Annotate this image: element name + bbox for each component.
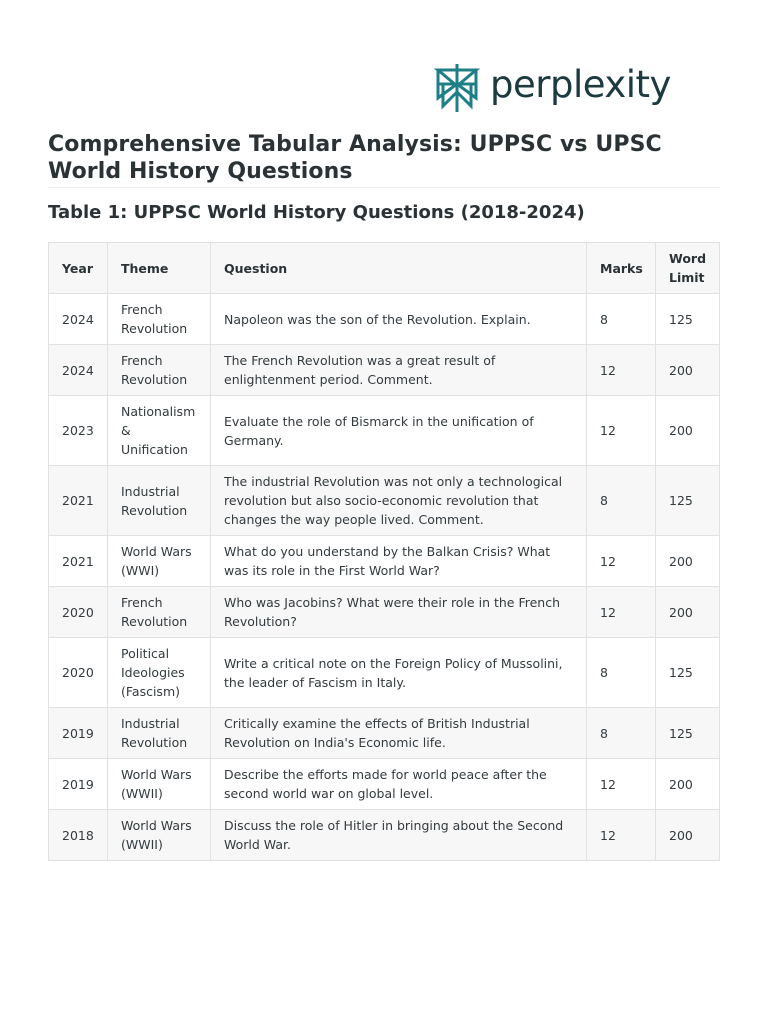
cell-marks: 8	[587, 466, 656, 536]
document-title: Comprehensive Tabular Analysis: UPPSC vs UPSC World History Questions	[48, 132, 662, 184]
cell-marks: 8	[587, 708, 656, 759]
cell-year: 2024	[49, 345, 108, 396]
table-title: Table 1: UPPSC World History Questions (2018-2024)	[48, 202, 585, 223]
cell-year: 2021	[49, 536, 108, 587]
brand-name: perplexity	[490, 63, 671, 106]
cell-theme: Industrial Revolution	[108, 708, 211, 759]
cell-theme: French Revolution	[108, 587, 211, 638]
cell-marks: 12	[587, 345, 656, 396]
table-row	[49, 536, 720, 587]
header-theme: Theme	[108, 243, 211, 294]
perplexity-logo-icon	[434, 62, 480, 114]
cell-year: 2021	[49, 466, 108, 536]
cell-word-limit: 200	[656, 536, 720, 587]
cell-theme: World Wars (WWI)	[108, 536, 211, 587]
table-row	[49, 708, 720, 759]
cell-year: 2020	[49, 638, 108, 708]
title-divider	[48, 187, 720, 188]
cell-word-limit: 200	[656, 810, 720, 861]
cell-word-limit: 200	[656, 759, 720, 810]
cell-word-limit: 125	[656, 638, 720, 708]
cell-question: Critically examine the effects of British Industrial Revolution on India's Economic life.	[211, 708, 587, 759]
cell-theme: French Revolution	[108, 294, 211, 345]
cell-question: Napoleon was the son of the Revolution. Explain.	[211, 294, 587, 345]
cell-word-limit: 125	[656, 294, 720, 345]
cell-theme: Nationalism & Unification	[108, 396, 211, 466]
cell-marks: 8	[587, 294, 656, 345]
cell-question: The French Revolution was a great result of enlightenment period. Comment.	[211, 345, 587, 396]
cell-year: 2020	[49, 587, 108, 638]
header-word-limit: Word Limit	[656, 243, 720, 294]
cell-marks: 12	[587, 536, 656, 587]
cell-word-limit: 200	[656, 396, 720, 466]
cell-theme: Political Ideologies (Fascism)	[108, 638, 211, 708]
cell-question: The industrial Revolution was not only a technological revolution but also socio-economic revolution that changes the way people lived. Comment.	[211, 466, 587, 536]
cell-marks: 12	[587, 587, 656, 638]
cell-question: Write a critical note on the Foreign Policy of Mussolini, the leader of Fascism in Italy.	[211, 638, 587, 708]
cell-theme: World Wars (WWII)	[108, 810, 211, 861]
header-question: Question	[211, 243, 587, 294]
table-row	[49, 587, 720, 638]
cell-word-limit: 125	[656, 466, 720, 536]
cell-year: 2019	[49, 759, 108, 810]
cell-question: Who was Jacobins? What were their role in the French Revolution?	[211, 587, 587, 638]
cell-question: Evaluate the role of Bismarck in the unification of Germany.	[211, 396, 587, 466]
cell-question: Describe the efforts made for world peace after the second world war on global level.	[211, 759, 587, 810]
cell-word-limit: 125	[656, 708, 720, 759]
table-row	[49, 759, 720, 810]
cell-year: 2018	[49, 810, 108, 861]
cell-marks: 12	[587, 810, 656, 861]
cell-year: 2024	[49, 294, 108, 345]
cell-question: Discuss the role of Hitler in bringing about the Second World War.	[211, 810, 587, 861]
cell-question: What do you understand by the Balkan Crisis? What was its role in the First World War?	[211, 536, 587, 587]
cell-word-limit: 200	[656, 345, 720, 396]
cell-word-limit: 200	[656, 587, 720, 638]
cell-marks: 12	[587, 759, 656, 810]
table-row	[49, 345, 720, 396]
perplexity-logo	[434, 62, 671, 114]
questions-table	[48, 242, 720, 861]
table-row	[49, 810, 720, 861]
cell-theme: Industrial Revolution	[108, 466, 211, 536]
cell-theme: World Wars (WWII)	[108, 759, 211, 810]
cell-marks: 12	[587, 396, 656, 466]
cell-theme: French Revolution	[108, 345, 211, 396]
table-row	[49, 638, 720, 708]
cell-year: 2023	[49, 396, 108, 466]
header-marks: Marks	[587, 243, 656, 294]
table-header-row	[49, 243, 720, 294]
table-header	[49, 243, 720, 294]
cell-year: 2019	[49, 708, 108, 759]
cell-marks: 8	[587, 638, 656, 708]
table-body	[49, 294, 720, 861]
table-row	[49, 294, 720, 345]
table-row	[49, 396, 720, 466]
table-row	[49, 466, 720, 536]
header-year: Year	[49, 243, 108, 294]
